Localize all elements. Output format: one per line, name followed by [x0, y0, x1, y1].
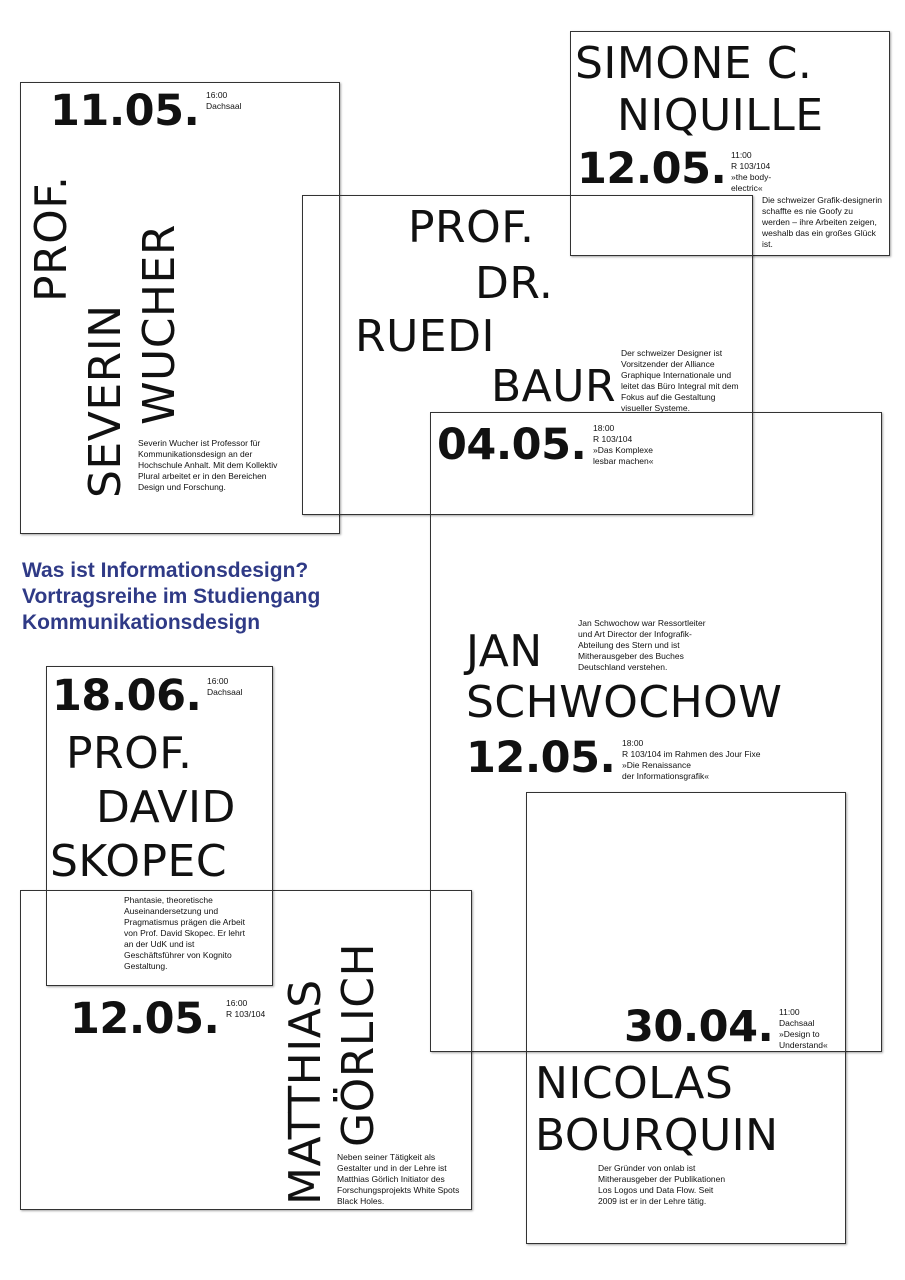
skopec-bio: Phantasie, theoretische Auseinandersetzung und Pragmatismus prägen die Arbeit von Prof. David Skopec. Er lehrt an der UdK und ist Geschäftsführer von Kognito Gestaltung. [124, 895, 245, 971]
goerlich-date: 12.05. [70, 994, 220, 1044]
skopec-room: Dachsaal [207, 687, 243, 697]
bourquin-name-line-1: NICOLAS [535, 1058, 734, 1109]
goerlich-name-line-1: MATTHIAS [280, 979, 331, 1205]
skopec-time: 16:00 [207, 676, 229, 686]
baur-date: 04.05. [437, 420, 587, 470]
niquille-name-line-2: NIQUILLE [617, 90, 824, 141]
niquille-time: 11:00 [731, 150, 752, 160]
bourquin-time: 11:00 [779, 1007, 800, 1017]
goerlich-bio: Neben seiner Tätigkeit als Gestalter und in der Lehre ist Matthias Görlich Initiator des Forschungsprojekts White Spots Black Holes. [337, 1152, 460, 1206]
bourquin-meta [779, 1007, 828, 1051]
schwochow-room: R 103/104 im Rahmen des Jour Fixe [622, 749, 761, 759]
niquille-room: R 103/104 [731, 161, 771, 171]
wucher-name-line-1: PROF. [26, 175, 77, 302]
goerlich-name-line-2: GÖRLICH [333, 942, 384, 1147]
niquille-meta [731, 150, 771, 194]
skopec-meta [207, 676, 242, 698]
skopec-date: 18.06. [52, 671, 202, 721]
baur-talk-line-2: lesbar machen« [593, 456, 654, 466]
schwochow-bio: Jan Schwochow war Ressortleiter und Art Director der Infografik-Abteilung des Stern und ist Mitherausgeber des Buches Deutschland verstehen. [578, 618, 706, 672]
schwochow-time: 18:00 [622, 738, 644, 748]
schwochow-talk-line-1: »Die Renaissance [622, 760, 691, 770]
bourquin-room: Dachsaal [779, 1018, 815, 1028]
bourquin-talk-line-2: Understand« [779, 1040, 828, 1050]
wucher-time: 16:00 [206, 90, 228, 100]
baur-time: 18:00 [593, 423, 615, 433]
niquille-talk-line-1: »the body- [731, 172, 772, 182]
schwochow-talk-line-2: der Informationsgrafik« [622, 771, 709, 781]
bourquin-bio: Der Gründer von onlab ist Mitherausgeber der Publikationen Los Logos und Data Flow. Seit 2009 ist er in der Lehre tätig. [598, 1163, 726, 1206]
bourquin-name-line-2: BOURQUIN [535, 1110, 779, 1161]
bourquin-date: 30.04. [624, 1002, 774, 1052]
series-title-line-3: Kommunikationsdesign [22, 611, 261, 634]
baur-meta [593, 423, 653, 467]
skopec-name-line-3: SKOPEC [50, 836, 228, 887]
schwochow-meta [622, 738, 760, 782]
baur-bio: Der schweizer Designer ist Vorsitzender der Alliance Graphique Internationale und leitet das Büro Integral mit dem Fokus auf die Gestaltung visueller Systeme. [621, 348, 739, 413]
baur-room: R 103/104 [593, 434, 633, 444]
series-title-line-2: Vortragsreihe im Studiengang [22, 585, 321, 608]
goerlich-room: R 103/104 [226, 1009, 266, 1019]
schwochow-name-line-1: JAN [466, 626, 543, 677]
goerlich-time: 16:00 [226, 998, 248, 1008]
bourquin-talk-line-1: »Design to [779, 1029, 820, 1039]
niquille-talk-line-2: electric« [731, 183, 763, 193]
wucher-meta [206, 90, 241, 112]
baur-talk-line-1: »Das Komplexe [593, 445, 654, 455]
schwochow-name-line-2: SCHWOCHOW [466, 677, 783, 728]
baur-name-line-2: DR. [475, 258, 554, 309]
wucher-room: Dachsaal [206, 101, 242, 111]
series-title-line-1: Was ist Informationsdesign? [22, 559, 309, 582]
wucher-name-line-3: WUCHER [134, 224, 185, 425]
wucher-name-line-2: SEVERIN [80, 304, 131, 498]
wucher-date: 11.05. [50, 86, 200, 136]
niquille-name-line-1: SIMONE C. [575, 38, 813, 89]
baur-name-line-4: BAUR [491, 361, 617, 412]
baur-name-line-3: RUEDI [355, 311, 495, 362]
series-title [22, 558, 320, 636]
goerlich-meta [226, 998, 265, 1020]
niquille-bio: Die schweizer Grafik-designerin schaffte es nie Goofy zu werden – ihre Arbeiten zeigen, weshalb das ein großes Glück ist. [762, 195, 882, 249]
baur-name-line-1: PROF. [408, 202, 535, 253]
wucher-bio: Severin Wucher ist Professor für Kommunikationsdesign an der Hochschule Anhalt. Mit dem Kollektiv Plural arbeitet er in den Bereichen Design und Forschung. [138, 438, 278, 492]
skopec-name-line-1: PROF. [66, 728, 193, 779]
skopec-name-line-2: DAVID [96, 782, 236, 833]
schwochow-date: 12.05. [466, 733, 616, 783]
niquille-date: 12.05. [577, 144, 727, 194]
